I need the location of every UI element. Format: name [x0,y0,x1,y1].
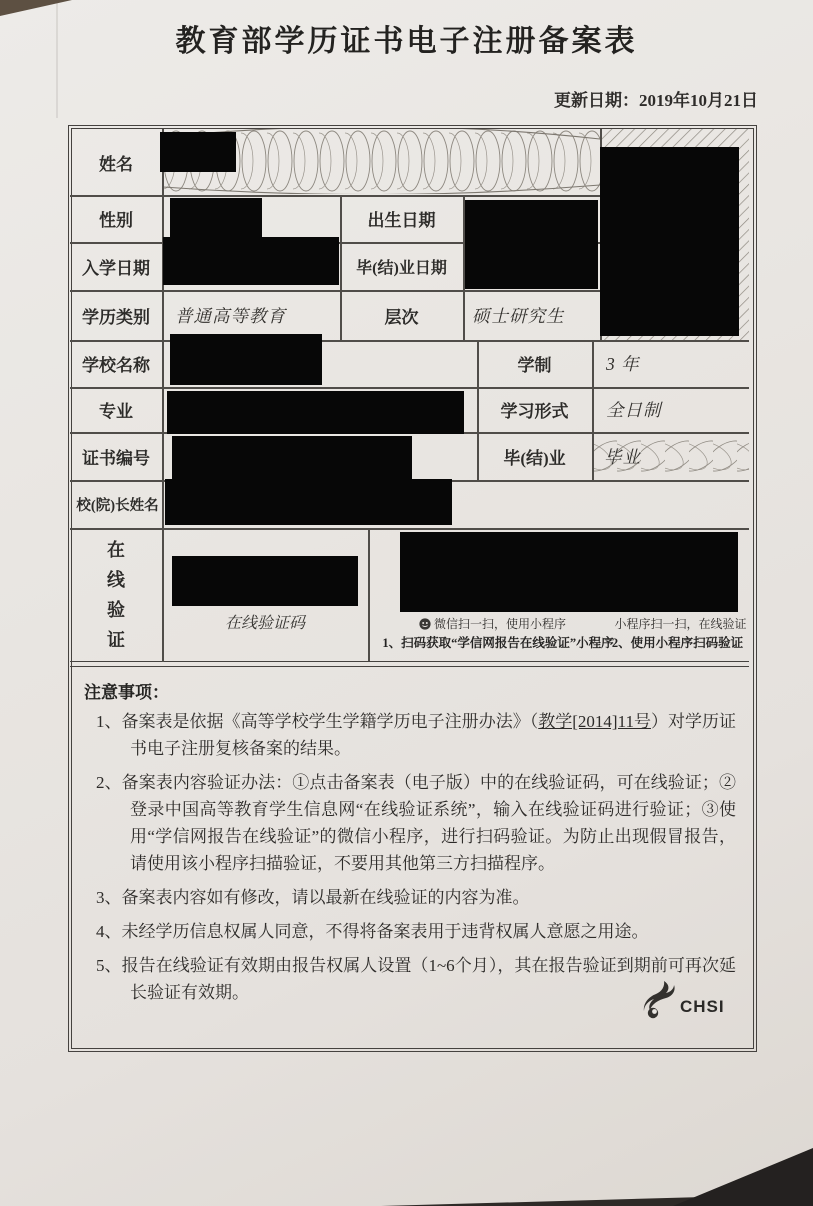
field-label-school-name: 学校名称 [82,356,150,375]
note-item-2: 2、备案表内容验证办法：①点击备案表（电子版）中的在线验证码，可在线验证；②登录中国高等教育学生信息网“在线验证系统”，输入在线验证码进行验证；③使用“学信网报告在线验证”的微信小程序，进行扫码验证。为防止出现假冒报告，请使用该小程序扫描验证，不要用其他第三方扫描程序。 [96,773,736,873]
redaction-name [160,132,236,172]
column-line [592,340,594,480]
qr-caption-left-top-text: 微信扫一扫，使用小程序 [433,617,566,631]
paper-fold-line [56,0,58,118]
wechat-icon [419,618,431,630]
online-code-caption: 在线验证码 [224,615,305,632]
table-notes-divider [70,661,749,667]
column-line [368,528,370,661]
note-item-1 [96,708,736,762]
online-verification-char: 线 [107,570,125,590]
field-value-edu-type: 普通高等教育 [175,305,286,326]
qr-caption-left-top [380,615,605,632]
field-label-principal-name: 校(院)长姓名 [76,497,159,514]
field-value-grad-status: 毕业 [604,446,641,467]
online-verification-char: 证 [107,630,125,650]
field-label-birth-date: 出生日期 [367,211,436,230]
note-1-regulation-reference: 教学[2014]11号 [538,712,651,731]
qr-caption-right-top [608,615,753,632]
qr-caption-right-top-text: 小程序扫一扫，在线验证 [614,617,747,631]
field-value-level: 硕士研究生 [472,305,565,326]
field-label-level: 层次 [384,307,419,327]
field-value-study-form: 全日制 [606,400,662,420]
field-label-edu-type: 学历类别 [82,307,150,327]
field-label-grad-status: 毕(结)业 [503,448,566,468]
field-label-gender: 性别 [99,211,133,230]
notes-heading: 注意事项： [84,683,169,702]
chsi-logo-text: CHSI [680,997,725,1016]
field-value-duration: 3 年 [606,354,640,374]
update-date: 更新日期：2019年10月21日 [554,91,758,110]
qr-caption-right-bottom: 2、使用小程序扫码验证 [611,636,744,650]
online-verification-char: 验 [107,600,125,620]
qr-caption-left-bottom: 1、扫码获取“学信网报告在线验证”小程序 [382,636,614,650]
field-label-duration: 学制 [517,356,552,375]
redaction-gender [170,198,262,242]
redaction-birth-and-grad-date [465,200,598,289]
redaction-school-name [170,334,322,385]
column-line [162,129,164,662]
redaction-major [167,391,464,434]
redaction-cert-number [172,436,412,481]
field-label-online-verification [70,533,162,657]
notes-list [96,708,736,1013]
field-label-cert-number: 证书编号 [82,448,150,468]
note-1-text: 1、备案表是依据《高等学校学生学籍学历电子注册办法》（ [96,712,539,731]
note-1-text-end: ）对学历证书电子注册复核备案的结果。 [130,712,737,758]
row-line [70,528,749,530]
document-title: 教育部学历证书电子注册备案表 [175,25,638,58]
note-item-5: 5、报告在线验证有效期由报告权属人设置（1~6个月），其在报告验证到期前可再次延长验证有效期。 [96,956,736,1002]
redaction-enroll-date [163,237,339,285]
note-item-4: 4、未经学历信息权属人同意，不得将备案表用于违背权属人意愿之用途。 [96,922,649,941]
field-label-name: 姓名 [99,154,133,174]
field-label-grad-date: 毕(结)业日期 [356,259,447,277]
redaction-qr-codes [400,532,738,612]
chsi-bird-icon [642,980,676,1020]
note-item-3: 3、备案表内容如有修改，请以最新在线验证的内容为准。 [96,888,530,907]
field-label-major: 专业 [99,402,133,421]
redaction-photo [600,147,739,336]
redaction-online-code [172,556,358,606]
field-label-enroll-date: 入学日期 [82,258,150,278]
online-verification-char: 在 [107,540,125,560]
field-label-study-form: 学习形式 [500,402,569,421]
redaction-principal-name [165,479,452,525]
chsi-logo [642,980,725,1020]
